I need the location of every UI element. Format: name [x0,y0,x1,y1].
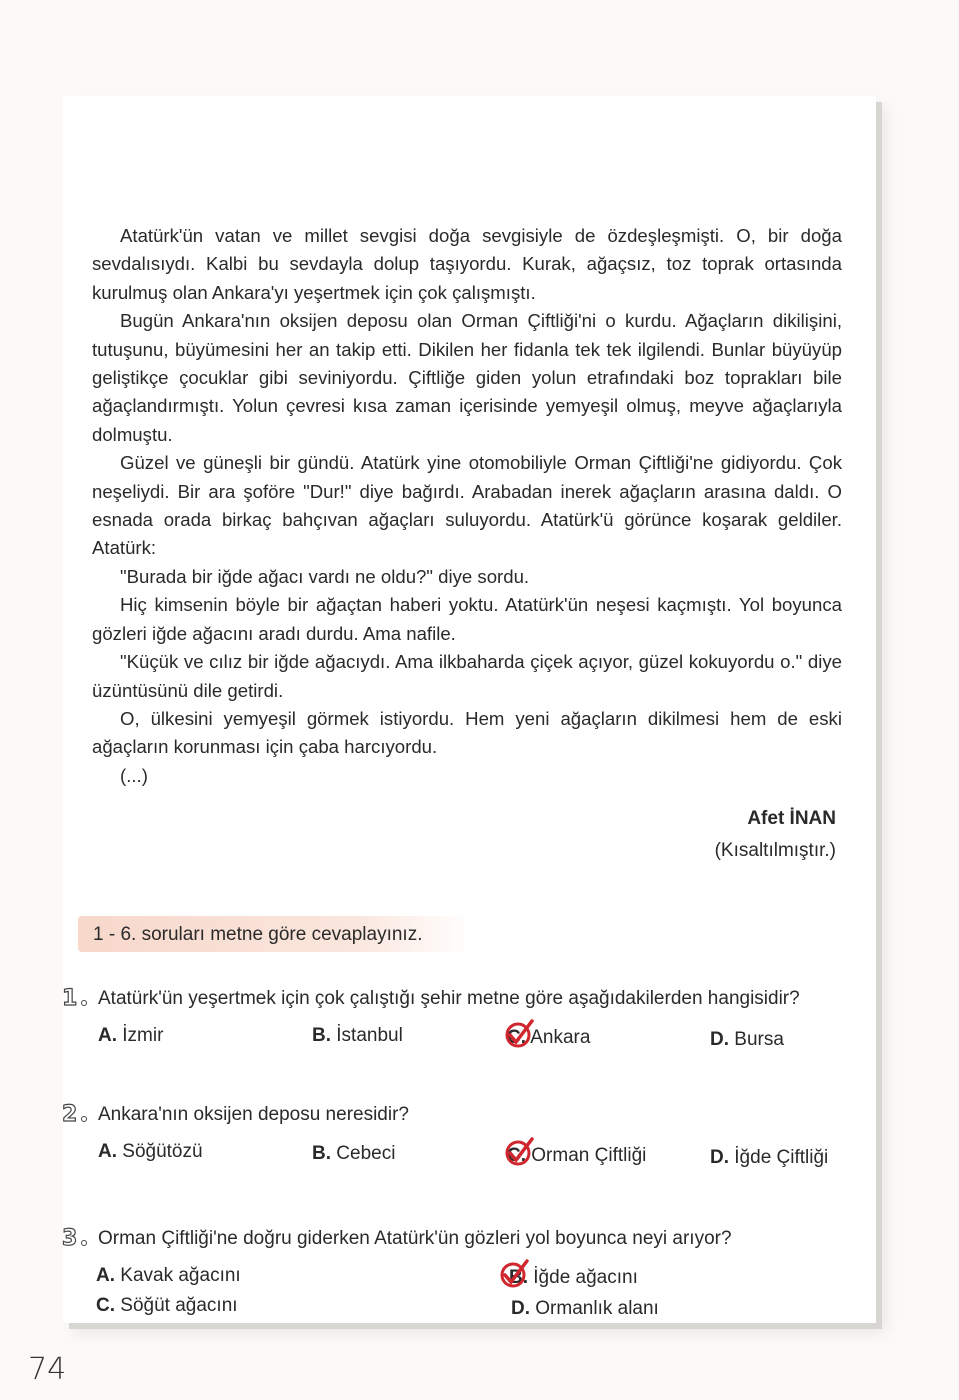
question-text: Ankara'nın oksijen deposu neresidir? [98,1104,409,1125]
option-c[interactable]: C. Söğüt ağacını [96,1295,238,1316]
option-c[interactable]: C. Orman Çiftliği [507,1145,647,1166]
paragraph: "Küçük ve cılız bir iğde ağacıydı. Ama ilkbaharda çiçek açıyor, güzel kokuyordu o." diye üzüntüsünü dile getirdi. [92,651,842,701]
abridged-note: (Kısaltılmıştır.) [714,840,836,861]
option-b[interactable]: B. Cebeci [312,1143,396,1164]
instruction-banner [78,916,473,952]
option-d[interactable]: D. Ormanlık alanı [511,1298,659,1319]
paragraph: "Burada bir iğde ağacı vardı ne oldu?" diye sordu. [120,565,530,587]
paragraph: Bugün Ankara'nın oksijen deposu olan Orman Çiftliği'ni o kurdu. Ağaçların dikilişini, tutuşunu, büyümesini her an takip etti. Dikilen her fidanla tek tek ilgilendi. Bunlar büyüyüp geliştikçe çocuklar gibi seviniyordu. Çiftliğe giden yolun etrafındaki boz toprakları bile ağaçlandırmıştı. Yolun çevresi kısa zaman içerisinde yemyeşil olmuş, meyve ağaçlarıyla dolmuştu. [92,310,842,445]
question-number: 3 [62,1226,90,1252]
option-b[interactable]: B. İğde ağacını [509,1267,638,1288]
question-number: 2 [62,1102,90,1128]
option-a[interactable]: A. İzmir [98,1025,164,1046]
question-number: 1 [62,986,90,1012]
option-d[interactable]: D. İğde Çiftliği [710,1147,829,1168]
author-name: Afet İNAN [747,808,836,829]
page-number: 74 [28,1352,67,1387]
instruction-text: 1 - 6. soruları metne göre cevaplayınız. [93,924,423,945]
check-mark-icon [503,1018,535,1050]
question-text: Orman Çiftliği'ne doğru giderken Atatürk'ün gözleri yol boyunca neyi arıyor? [98,1228,732,1249]
check-mark-icon [498,1258,530,1290]
paragraph: Atatürk'ün vatan ve millet sevgisi doğa sevgisiyle de özdeşleşmişti. O, bir doğa sevdalısıydı. Kalbi bu sevdayla dolup taşıyordu. Kurak, ağaçsız, toz toprak ortasında kurulmuş olan Ankara'yı yeşertmek için çok çalışmıştı. [92,225,842,303]
reading-passage [92,222,842,790]
paragraph: Hiç kimsenin böyle bir ağaçtan haberi yoktu. Atatürk'ün neşesi kaçmıştı. Yol boyunca gözleri iğde ağacını aradı durdu. Ama nafile. [92,594,842,644]
option-a[interactable]: A. Kavak ağacını [96,1265,241,1286]
ellipsis: (...) [120,764,148,786]
option-d[interactable]: D. Bursa [710,1029,784,1050]
option-b[interactable]: B. İstanbul [312,1025,403,1046]
question-text: Atatürk'ün yeşertmek için çok çalıştığı şehir metne göre aşağıdakilerden hangisidir? [98,988,800,1009]
paragraph: Güzel ve güneşli bir gündü. Atatürk yine otomobiliyle Orman Çiftliği'ne gidiyordu. Çok neşeliydi. Bir ara şoföre "Dur!" diye bağırdı. Arabadan inerek ağaçların arasına daldı. O esnada orada birkaç bahçıvan ağaçları suluyordu. Atatürk'ü görünce koşarak geldiler. Atatürk: [92,452,842,559]
check-mark-icon [503,1136,535,1168]
option-a[interactable]: A. Söğütözü [98,1141,203,1162]
paragraph: O, ülkesini yemyeşil görmek istiyordu. Hem yeni ağaçların dikilmesi hem de eski ağaçların korunması için çaba harcıyordu. [92,707,842,758]
option-c[interactable]: C. Ankara [507,1027,591,1048]
